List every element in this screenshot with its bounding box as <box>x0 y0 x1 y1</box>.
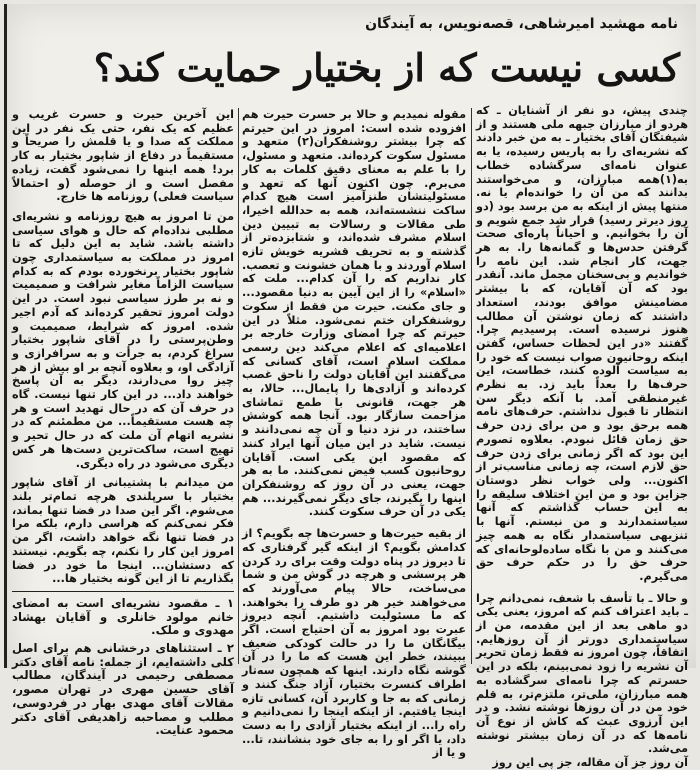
footnote: ۱ ـ مقصود نشریه‌ای است به امضای خانم مولود خانلری و آقایان بهشاد مهدوی و ملک. <box>12 595 234 638</box>
page-border <box>4 4 7 668</box>
paragraph: مقوله نمیدیم و حالا بر حسرت حیرت هم افزوده شده است: امروز در این حیرتم که چرا بیشتر روشنفکران(۲) متعهد و مسئول سکوت کرده‌اند. متعهد و مسئول، را با علم به معنای دقیق کلمات به کار می‌برم. چون اکنون آنها که تعهد و مسئولیتشان طنزآمیز است هیچ کدام ساکت ننشسته‌اند، همه به حدالله اخیرا، طی مقالات و رسالات به تبیین دین اسلام مشرف شده‌اند، و شتابزده‌تر از گذشته و به تحریف قشریه خویش تازه اسلام آوردند و با همان خشونت و تعصب. کار نداریم که را آن کدام... ملت که «اسلام» را از این آیین به دنیا مقصود... و جای مکنت. حیرت من فقط از سکوت روشنفکران ختم نمی‌شود. مثلاً در این حیرتم که چرا امضای وزارت خارجه بر اعلامیه‌ای که اعلام می‌کند دین رسمی مملکت اسلام است، آقای کسانی که می‌گفتند این آقایان دولت را ناحق غصب کرده‌اند و آزادی‌ها را پایمال... حالا، به هر جهت، قانونی با طمع تماشای مزاحمت سازگار بود. آنجا همه کوشش ساختند، در نزد دنیا و آن چه نمی‌دانند و نیست. شاید در این میان آنها ایراد کنند که مقصود این یکی است. آقایان روحانیون کسب فیض نمی‌کنند. ما به هر جهت، یعنی در آن روز که روشنفکران اینها را بگیرند، جای دیگر نمی‌گیرند... هم یکی در آن حرف سکوت کنند. <box>242 108 466 519</box>
column-left <box>12 108 234 738</box>
footnote: ۲ ـ استثناهای درخشانی هم برای اصل کلی داشته‌ایم، از جمله: نامه آقای دکتر مصطفی رحیمی در آیندگان، مطالب آقای حسین مهری در تهران مصور، مقالات آقای مهدی بهار در فردوسی، مطلب و مصاحبه زاهدیفی آقای دکتر محمود عنایت. <box>12 641 234 738</box>
paragraph: چندی پیش، دو نفر از آشنایان ـ که هردو از مبارزان جبهه ملی هستند و از شیفتگان آقای بختیار ـ به من خبر دادند که نشریه‌ای را به پاریس رسیده، یا به عنوان نامه‌ای سرگشاده خطاب به(۱)همه مبارزان، و می‌خواستند بدانند که من آن را خوانده‌ام یا نه. منتها پیش از اینکه به من برسد بود (دو روز دیرتر رسید) قرار شد جمع شویم و آن را بخوانیم. و احیاناً پاره‌ای صحت گرفتن حدس‌ها و گمانه‌ها را. به هر جهت، کار انجام شد. این نامه را خواندیم و بی‌سخنان مجمل ماند. آنقدر بود که آن آقایان، که با بیشتر مضامینش موافق بودند، استعداد داشتند که زمان نوشتن آن مطالب هنوز نرسیده است. پرسیدیم چرا. گفتند «در این لحظات حساس، گفتن اینکه روحانیون صواب نیست که خود را به سیاست آلوده کنند، خطاست، این حرف‌ها را بعداً باید زد. به نظرم غیرمنطقی آمد. با آنکه دیگر سن انتظار تا قبول نداشتم. حرف‌های نامه همه برحق بود و من برای زدن حرف حق زمان قائل نبودم. بعلاوه تصورم این بود که اگر زمانی برای زدن حرف حق لازم است، چه زمانی مناسب‌تر از اکنون... ولی خواب نظر دوستان جزاین بود و من این اختلاف سلیقه را به این حساب گذاشتم که آنها سیاستمدارند و من نیستم. آنها با تنزیهی سیاستمدار نگاه به همه چیز می‌کنند و من با نگاه ساده‌لوحانه‌ای که حرف حق را در حکم حرف حق می‌گیرم. <box>476 104 688 583</box>
column-rule-right <box>471 108 472 664</box>
paragraph: من میدانم با پشتیبانی از آقای شاپور بختیار با سرپلندی هرچه تمام‌تر بلند می‌شوم. اگر این صدا در فضا تنها بماند، فکر نمی‌کنم که هراسی دارم، بلکه مرا در فضا تنها نگه خواهد داشت، اگر من امروز این کار را نکنم، چه بگویم. نیستند که دستشان... اینجا ما خود در فضا بگذاریم تا از این گونه بختیار ها... <box>12 476 234 586</box>
column-rule-left <box>238 108 239 664</box>
paragraph: این آخرین حیرت و حسرت غریب و عظیم که یک نفر، حتی یک نفر در این مملکت که صدا و یا قلمش را صریحاً و مستقیماً در دفاع از شاپور بختیار به کار برد! همه اینها را نمی‌شود گفت، زیاده مفصل است و از حوصله (و احتمالاً سیاست فعلی) روزنامه ها خارج. <box>12 108 234 204</box>
column-middle <box>242 108 466 760</box>
article-headline: کسی نیست که از بختیار حمایت کند؟ <box>93 45 680 90</box>
column-right <box>476 104 688 770</box>
paragraph: من تا امروز به هیچ روزنامه و نشریه‌ای مطلبی نداده‌ام که حال و هوای سیاسی داشته باشد. شاید به این دلیل که تا امروز در مملکت به سیاستمداری چون شاپور بختیار برنخورده بودم که به کدام سیاست الزاماً مغایر شرافت و صمیمیت و نه بر طرز سیاسی نبود است. در این دولت امروز تحقیر کرده‌اند که آدم اجیر شده. امروز که شرایط، صمیمیت و وطن‌پرستی را در آقای شاپور بختیار سراغ کردم، به جرأت و به سرافرازی و آزادگی او، و بعلاوه آنچه بر او بیش از هر چیز روا می‌دارند، دیگر به آن پاسخ خواهند داد... در این کار تنها نیست. گاه در حرف آن که در حال تهدید است و هر چه هست مستقیماً... من مطمئنم که در نشریه اتهام آن ملت که در حال تحیر و تهیج است، ساکت‌ترین دست‌ها هر کس دیگری می‌شود در راه دیگری. <box>12 209 234 470</box>
newspaper-page <box>4 4 696 770</box>
footnote-divider <box>12 591 234 592</box>
paragraph: از بقیه حیرت‌ها و حسرت‌ها چه بگویم؟ از کدامش بگویم؟ از اینکه گیر گرفتاری که تا دیروز در پناه دولت وقت برای رد کردن هر پرسشی و هرچه در گوش من و شما می‌ساخت، حالا پیام می‌آورند که می‌خواهند خیر هر دو طرف را بخواهند. که ما مسئولیت داشتیم. آنچه دیروز عبرت بود امروز به آن احتیاج است. اگر بیگانگان ما را در حالت کودکی ضعیف ببینند، خطر این هست که ما را در آن گوشه نگاه دارند. اینها که همچون سه‌تار اطراف کنسرت بختیار، آزاد جنگ کنند و زمانی که به جا و کاربرد آن، کسانی تازه اینجا یافتیم. از اینکه اینجا را نمی‌دانیم و راه را... از اینکه بختیار آزادی را به دست داد، یا اگر او را به جای خود بنشانند، تا... و یا از <box>242 527 466 760</box>
paragraph: آن روز جز آن مقاله، جز پی این روز <box>492 756 688 770</box>
paragraph: و حالا ـ با تأسف با شعف، نمی‌دانم چرا ـ باید اعتراف کنم که امروز، یعنی یکی دو ماهی بعد از این مقدمه، من از سیاستمداری دورتر از آن روزهایم. اتفاقاً، چون امروز نه فقط زمان تحریر آن نشریه را زود نمی‌بینم، بلکه در این حسرتم که چرا نامه‌ای سرگشاده به همه مبارزان، ملی‌تر، ملتزم‌تر، به قلم خود من در آن روزها نوشته نشد. و در این آرزوی عبث که کاش از نوع آن نامه‌ها که در آن زمان بیشتر نوشته می‌شد. <box>476 591 688 756</box>
article-kicker: نامه مهشید امیرشاهی، قصه‌نویس، به آیندگان <box>365 16 678 32</box>
